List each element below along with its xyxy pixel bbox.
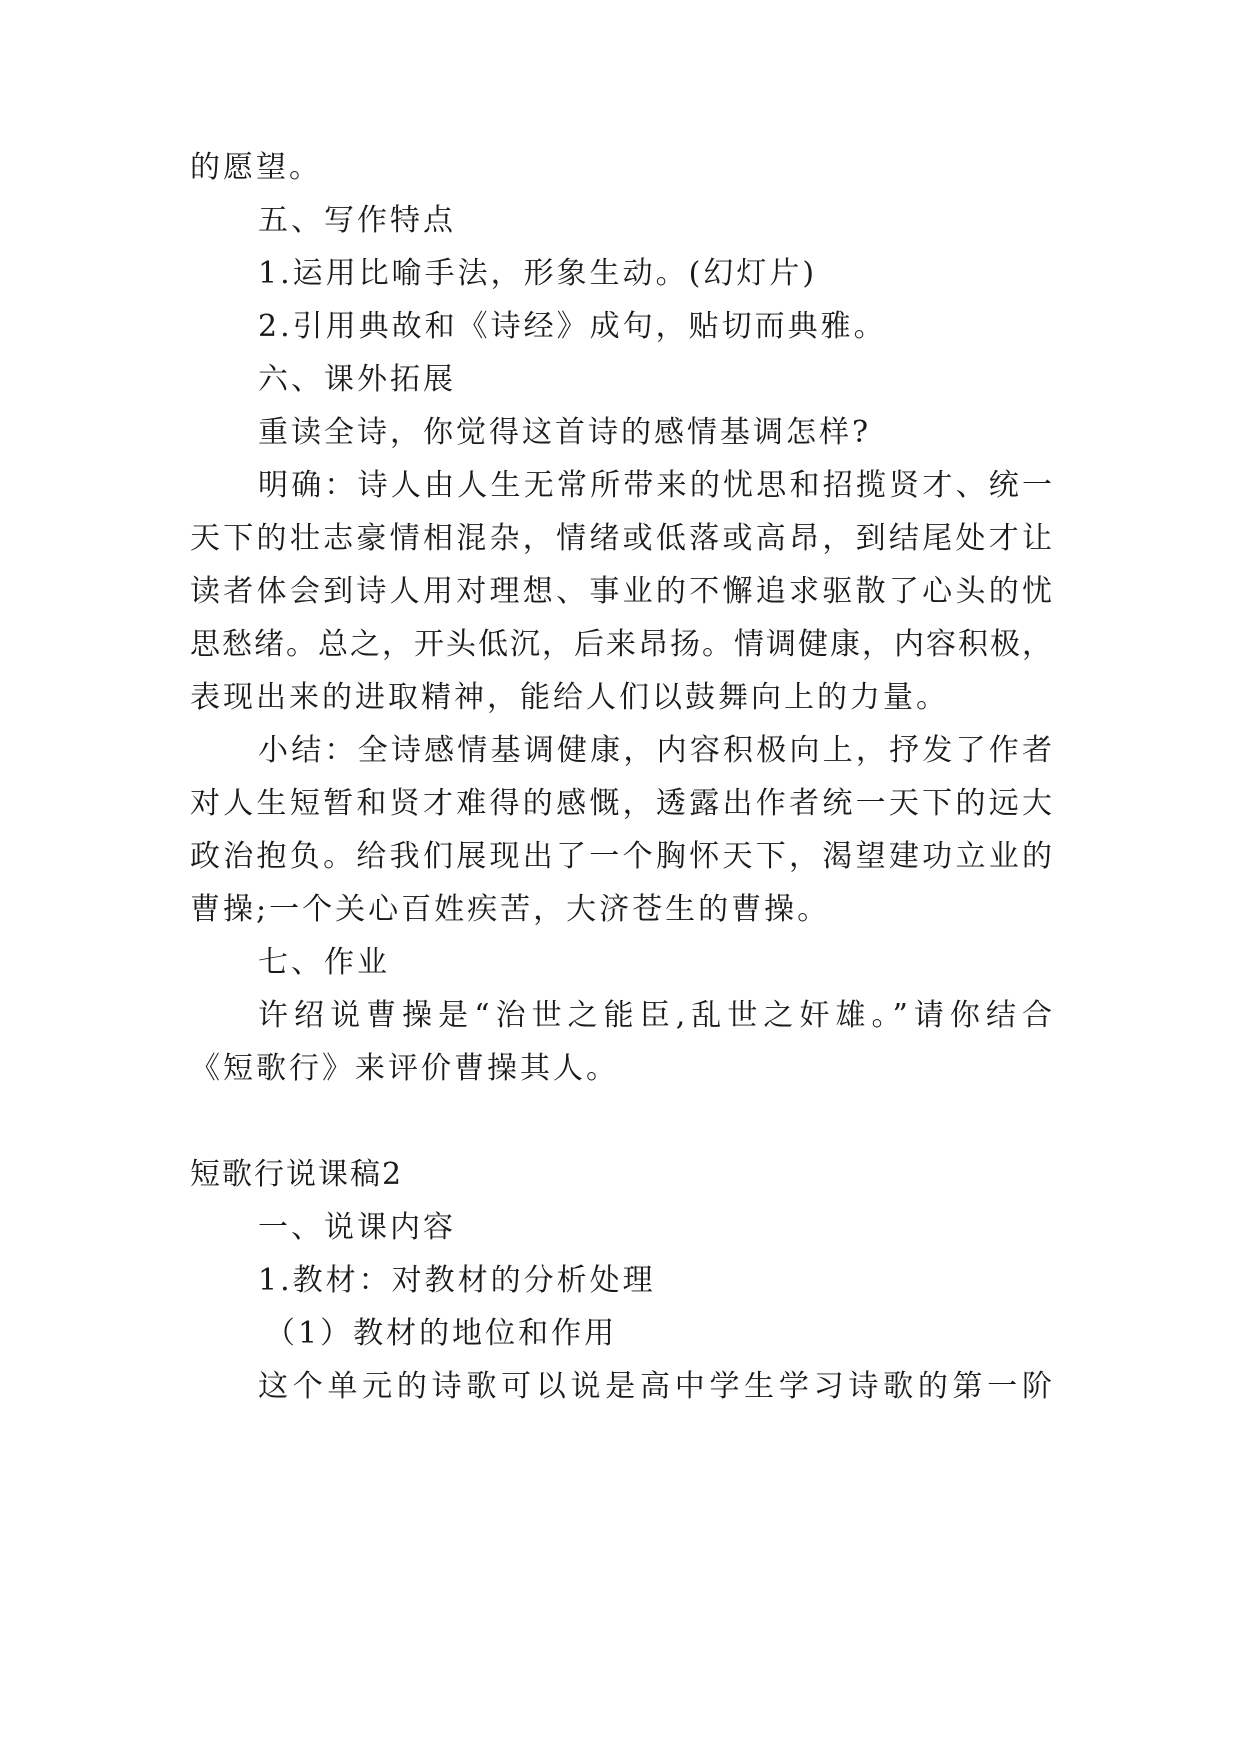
list-item: 1.教材：对教材的分析处理 (258, 1263, 656, 1298)
text-line: 天下的壮志豪情相混杂，情绪或低落或高昂，到结尾处才让 (190, 521, 1052, 556)
text-line: 这个单元的诗歌可以说是高中学生学习诗歌的第一阶 (258, 1369, 1052, 1404)
section-heading: 五、写作特点 (258, 203, 456, 238)
text-line: 曹操;一个关心百姓疾苦，大济苍生的曹操。 (190, 892, 831, 927)
text-line: 小结：全诗感情基调健康，内容积极向上，抒发了作者 (258, 733, 1052, 768)
text-line: 重读全诗，你觉得这首诗的感情基调怎样? (258, 415, 872, 450)
text-line: 的愿望。 (190, 150, 322, 185)
document-title: 短歌行说课稿2 (190, 1157, 404, 1192)
text-line: 许绍说曹操是“治世之能臣,乱世之奸雄。”请你结合 (258, 998, 1052, 1033)
text-line: 读者体会到诗人用对理想、事业的不懈追求驱散了心头的忧 (190, 574, 1052, 609)
text-line: 表现出来的进取精神，能给人们以鼓舞向上的力量。 (190, 680, 949, 715)
section-heading: 七、作业 (258, 945, 390, 980)
section-heading: 一、说课内容 (258, 1210, 456, 1245)
text-line: 明确：诗人由人生无常所带来的忧思和招揽贤才、统一 (258, 468, 1052, 503)
section-heading: 六、课外拓展 (258, 362, 456, 397)
list-item: （1）教材的地位和作用 (265, 1316, 618, 1351)
text-line: 《短歌行》来评价曹操其人。 (190, 1051, 619, 1086)
text-line: 思愁绪。总之，开头低沉，后来昂扬。情调健康，内容积极， (190, 627, 1052, 662)
text-line: 对人生短暂和贤才难得的感慨，透露出作者统一天下的远大 (190, 786, 1052, 821)
list-item: 1.运用比喻手法，形象生动。(幻灯片) (258, 256, 818, 291)
list-item: 2.引用典故和《诗经》成句，贴切而典雅。 (258, 309, 887, 344)
text-line: 政治抱负。给我们展现出了一个胸怀天下，渴望建功立业的 (190, 839, 1052, 874)
